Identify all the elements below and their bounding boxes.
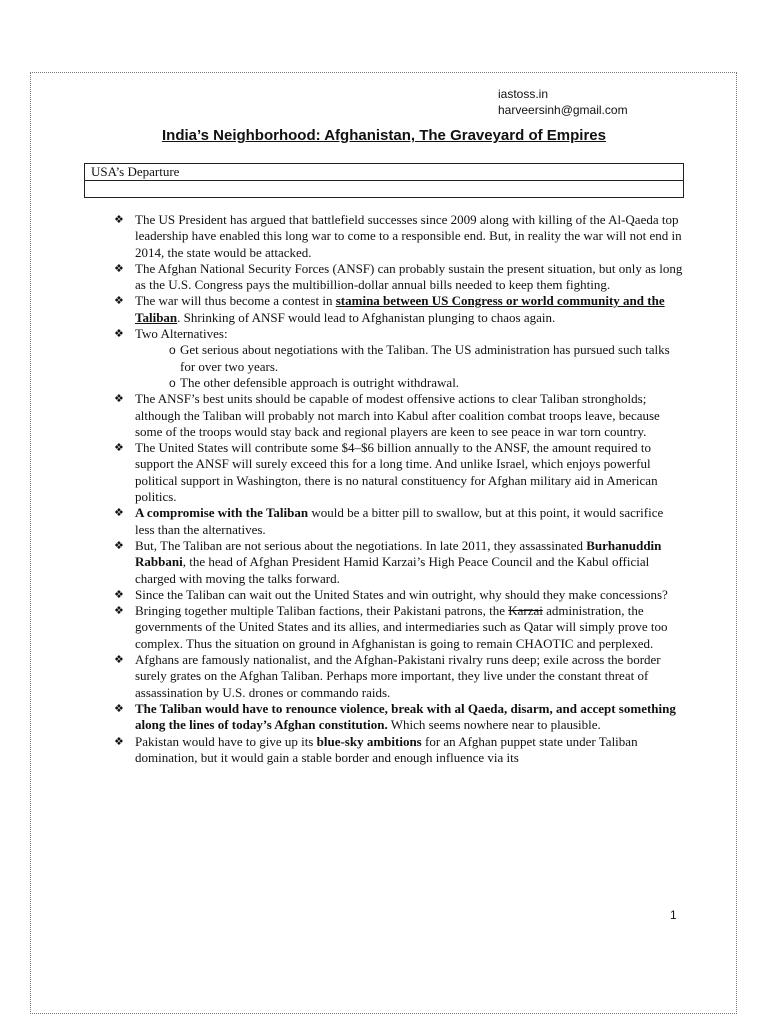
bullet-text: . Shrinking of ANSF would lead to Afghanistan plunging to chaos again. [177,309,556,325]
bullet-text: But, The Taliban are not serious about the negotiations. In late 2011, they assassinated [135,537,587,553]
page-number: 1 [670,908,677,922]
bullet-text: for an Afghan puppet state under Taliban domination, but it would gain a stable border and enough influence via its [135,733,638,765]
diamond-bullet-icon: ❖ [114,327,124,341]
bullet-text: Bringing together multiple Taliban factions, their Pakistani patrons, the [135,603,509,619]
bullet-emphasis: Burhanuddin Rabbani [135,537,662,570]
site-name: iastoss.in [498,87,549,101]
bullet-text: administration, the governments of the United States and its allies, and intermediaries such as Qatar will simply prove too complex. Thus the situation on ground in Afghanistan is going to remain CHAOTIC and perplexed. [135,603,668,651]
bullet-text: The war will thus become a contest in [135,293,336,309]
bullet-text: The United States will contribute some $4–$6 billion annually to the ANSF, the amount required to support the ANSF will surely exceed this for a long time. And unlike Israel, which enjoys powerful political support in Washington, there is no natural constituency for Afghan military aid in American politics. [135,440,658,505]
sub-list-item [114,375,684,391]
circle-bullet-icon: o [169,343,176,358]
bullet-text: Which seems nowhere near to plausible. [387,717,601,733]
bullet-emphasis: The Taliban would have to renounce violence, break with al Qaeda, disarm, and accept something along the lines of today’s Afghan constitution. [135,700,676,733]
section-heading: USA’s Departure [85,164,684,181]
bullet-text: The ANSF’s best units should be capable of modest offensive actions to clear Taliban strongholds; although the Taliban will probably not march into Kabul after coalition combat troops leave, because some of the troops would stay back and regional players are keen to see peace in war torn country. [135,391,660,439]
bullet-text: Since the Taliban can wait out the United States and win outright, why should they make concessions? [135,586,668,602]
diamond-bullet-icon: ❖ [114,587,124,601]
contact-email: harveersinh@gmail.com [498,103,628,117]
bullet-emphasis: blue-sky ambitions [316,733,422,749]
diamond-bullet-icon: ❖ [114,392,124,406]
list-item [114,734,684,767]
list-item [114,538,684,587]
list-item [114,440,684,505]
list-item [114,293,684,326]
struck-text: Karzai [508,603,543,619]
diamond-bullet-icon: ❖ [114,261,124,275]
diamond-bullet-icon: ❖ [114,604,124,618]
list-item [114,701,684,734]
bullet-text: Two Alternatives: [135,326,228,342]
list-item [114,603,684,652]
list-item [114,326,684,342]
bullet-text: The Afghan National Security Forces (ANSF) can probably sustain the present situation, but only as long as the U.S. Congress pays the multibillion-dollar annual bills needed to keep them fighting. [135,260,683,293]
list-item [114,391,684,440]
diamond-bullet-icon: ❖ [114,653,124,667]
sub-bullet-text: The other defensible approach is outright withdrawal. [180,374,460,390]
section-heading-table [84,163,684,198]
diamond-bullet-icon: ❖ [114,441,124,455]
diamond-bullet-icon: ❖ [114,538,124,552]
list-item [114,261,684,294]
diamond-bullet-icon: ❖ [114,734,124,748]
diamond-bullet-icon: ❖ [114,701,124,715]
bullet-emphasis: A compromise with the Taliban [135,505,309,521]
bullet-text: , the head of Afghan President Hamid Karzai’s High Peace Council and the Kabul official charged with moving the talks forward. [135,554,650,586]
document-title [0,127,768,144]
bullet-text: Pakistan would have to give up its [135,733,317,749]
bullet-emphasis: stamina between US Congress or world community and the Taliban [135,293,665,325]
circle-bullet-icon: o [169,375,176,390]
sub-bullet-text: Get serious about negotiations with the Taliban. The US administration has pursued such talks for over two years. [180,342,670,374]
list-item [114,505,684,538]
list-item [114,587,684,603]
list-item [114,652,684,701]
diamond-bullet-icon: ❖ [114,506,124,520]
list-item [114,212,684,261]
section-empty-row [85,181,684,198]
bullet-text: Afghans are famously nationalist, and the Afghan-Pakistani rivalry runs deep; exile across the border surely grates on the Afghan Taliban. Perhaps more important, they live under the constant threat of assassination by U.S. drones or commando raids. [135,652,661,700]
diamond-bullet-icon: ❖ [114,213,124,226]
sub-list-item [114,342,684,375]
diamond-bullet-icon: ❖ [114,294,124,308]
bullet-text: The US President has argued that battlefield successes since 2009 along with killing of the Al-Qaeda top leadership have enabled this long war to come to a responsible end. But, in reality the war will not end in 2014, the state would be attacked. [135,212,682,260]
bullet-list [114,212,684,766]
document-title-text: India’s Neighborhood: Afghanistan, The Graveyard of Empires [162,127,606,144]
bullet-text: would be a bitter pill to swallow, but at this point, it would sacrifice less than the alternatives. [135,505,664,537]
contact-block [498,86,628,118]
